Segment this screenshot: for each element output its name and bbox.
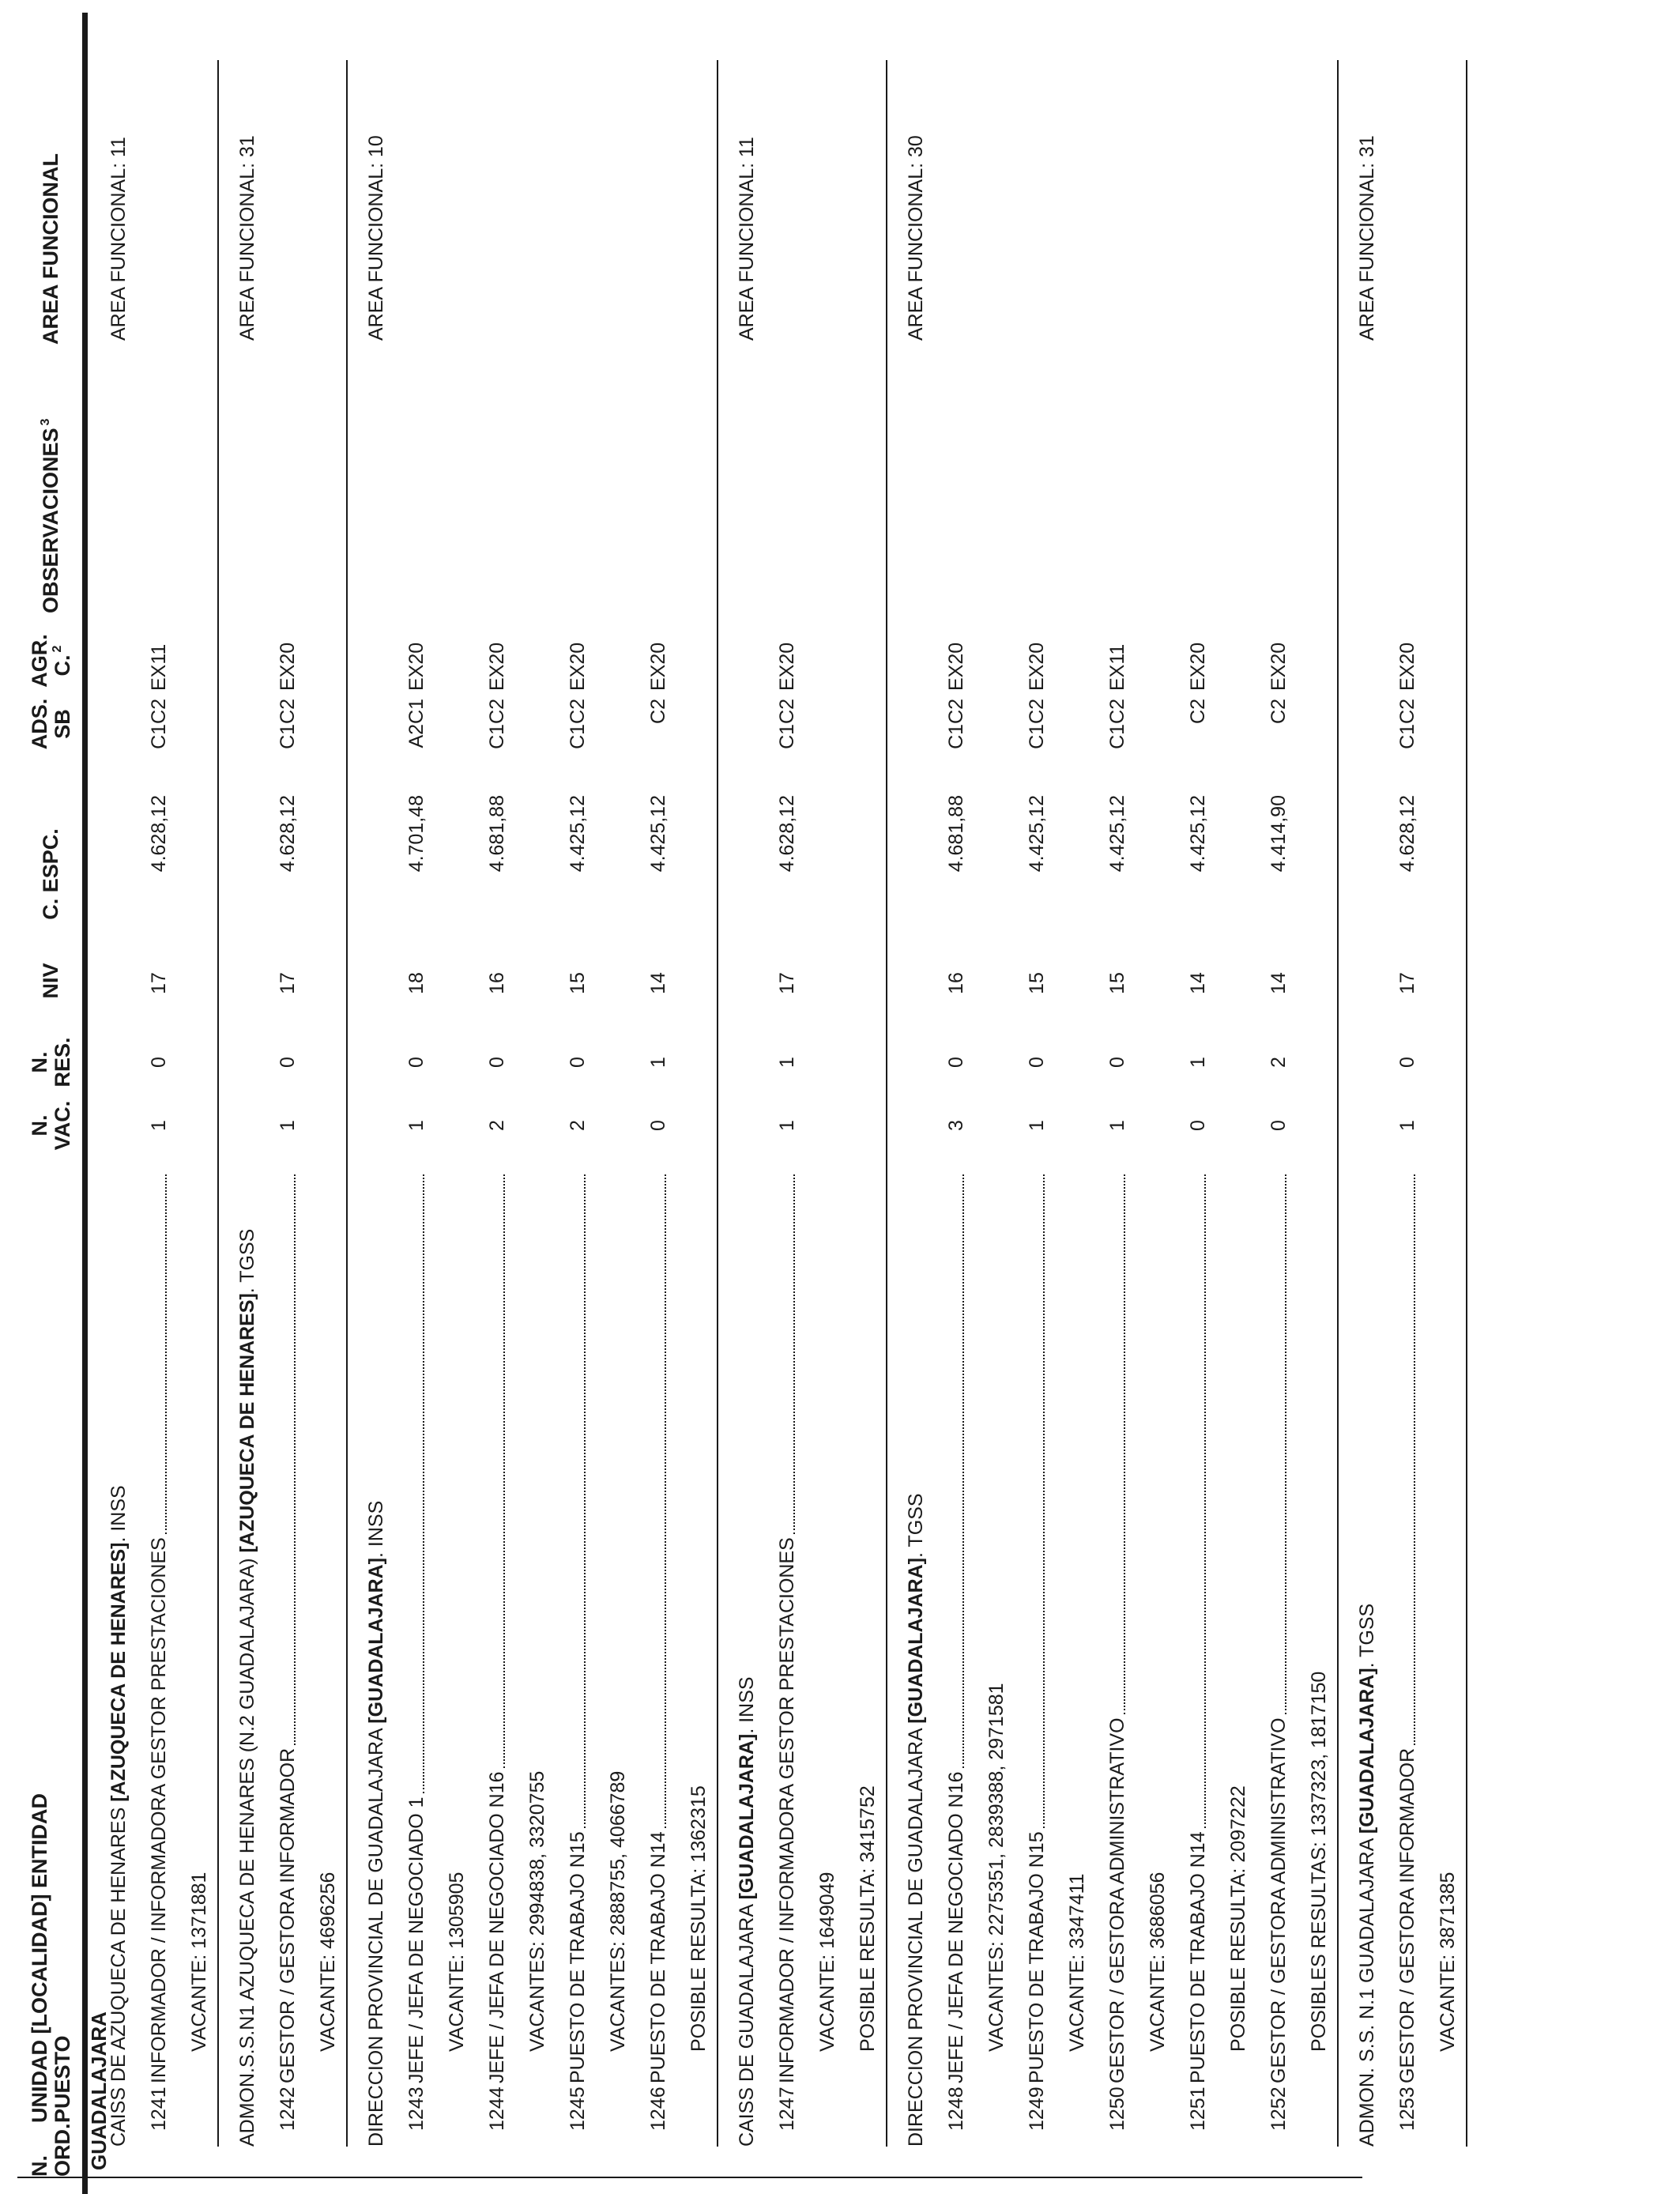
- unit-row: [903, 0, 929, 2194]
- post-vac: 3: [945, 1120, 967, 1131]
- post-cespc: 4.628,12: [277, 795, 299, 873]
- post-cespc: 4.425,12: [567, 795, 589, 873]
- post-name: INFORMADOR / INFORMADORA GESTOR PRESTACIONES: [776, 1537, 798, 2083]
- post-name: JEFE / JEFA DE NEGOCIADO N16: [945, 1771, 967, 2083]
- unit-entity: . TGSS: [1356, 1603, 1378, 1668]
- unit-location: [GUADALAJARA]: [365, 1557, 387, 1724]
- unit-separator-rule: [217, 60, 219, 2147]
- post-niv: 18: [405, 972, 428, 994]
- post-cespc: 4.701,48: [405, 795, 428, 873]
- vacancy-row: [815, 0, 841, 2194]
- dot-leader: [584, 1174, 586, 1828]
- vacancy-codes: VACANTES: 2888755, 4066789: [607, 1770, 629, 2052]
- post-ads: C1C2: [1026, 699, 1048, 749]
- post-res: 1: [647, 1057, 669, 1068]
- dot-leader: [1204, 1174, 1206, 1828]
- dot-leader: [294, 1174, 296, 1745]
- post-vac: 1: [1106, 1120, 1128, 1131]
- unit-location: [GUADALAJARA]: [736, 1733, 758, 1900]
- unit-entity: . INSS: [736, 1676, 758, 1734]
- post-vac: 2: [486, 1120, 508, 1131]
- header-ads-line1: ADS.: [28, 698, 51, 750]
- area-funcional: AREA FUNCIONAL: 11: [736, 137, 758, 341]
- unit-location: [GUADALAJARA]: [1356, 1668, 1378, 1834]
- post-niv: 15: [1026, 972, 1048, 994]
- post-cespc: 4.425,12: [1106, 795, 1128, 873]
- table-row: [1266, 0, 1292, 2194]
- post-res: 0: [405, 1057, 428, 1068]
- post-niv: 14: [1187, 972, 1209, 994]
- post-cespc: 4.628,12: [148, 795, 170, 873]
- unit-row: [235, 0, 261, 2194]
- post-ads: C1C2: [1106, 699, 1128, 749]
- vacancy-row: [1064, 0, 1090, 2194]
- post-ads: C1C2: [776, 699, 798, 749]
- post-agr: EX20: [486, 642, 508, 691]
- unit-name-prefix: ADMON.S.S.N1 AZUQUECA DE HENARES (N.2 GUADALAJARA): [236, 1552, 258, 2147]
- vacancy-codes: VACANTE: 3871385: [1437, 1872, 1459, 2052]
- table-row: [484, 0, 510, 2194]
- province-title: GUADALAJARA: [87, 2011, 111, 2170]
- post-agr: EX20: [647, 642, 669, 691]
- post-niv: 17: [277, 972, 299, 994]
- post-ord: 1253: [1396, 2087, 1418, 2131]
- unit-separator-rule: [717, 60, 718, 2147]
- dot-leader: [962, 1174, 964, 1768]
- post-name: PUESTO DE TRABAJO N15: [1026, 1831, 1048, 2083]
- post-vac: 1: [1026, 1120, 1048, 1131]
- header-vac: [28, 1094, 74, 1157]
- post-res: 1: [1187, 1057, 1209, 1068]
- vacancy-row: [1226, 0, 1252, 2194]
- dot-leader: [503, 1174, 505, 1768]
- table-row: [1024, 0, 1050, 2194]
- area-funcional: AREA FUNCIONAL: 11: [107, 137, 130, 341]
- post-agr: EX20: [1396, 642, 1418, 691]
- vacancy-row: [984, 0, 1010, 2194]
- post-niv: 17: [148, 972, 170, 994]
- post-cespc: 4.414,90: [1268, 795, 1290, 873]
- post-vac: 0: [647, 1120, 669, 1131]
- unit-separator-rule: [886, 60, 887, 2147]
- post-res: 1: [776, 1057, 798, 1068]
- table-row: [404, 0, 430, 2194]
- header-res: [28, 1031, 74, 1094]
- post-name: JEFE / JEFA DE NEGOCIADO 1: [405, 1796, 428, 2083]
- unit-name: [734, 1676, 760, 2147]
- unit-name: [903, 1493, 929, 2147]
- header-agr-line1: AGR.: [28, 634, 51, 688]
- post-agr: EX11: [148, 643, 170, 691]
- vacancy-codes: VACANTE: 1371881: [188, 1872, 210, 2052]
- vacancy-row: [686, 0, 712, 2194]
- post-niv: 14: [647, 972, 669, 994]
- post-agr: EX20: [1268, 642, 1290, 691]
- header-ads: [28, 692, 74, 756]
- post-ads: C1C2: [148, 699, 170, 749]
- post-ord: 1244: [486, 2087, 508, 2131]
- unit-entity: . TGSS: [236, 1228, 258, 1294]
- unit-row: [363, 0, 390, 2194]
- post-agr: EX20: [945, 642, 967, 691]
- header-agr-line2: [51, 629, 77, 692]
- vacancy-row: [1435, 0, 1461, 2194]
- unit-separator-rule: [346, 60, 348, 2147]
- area-funcional: AREA FUNCIONAL: 31: [1356, 135, 1378, 341]
- unit-location: [AZUQUECA DE HENARES]: [236, 1293, 258, 1553]
- unit-row: [734, 0, 760, 2194]
- post-vac: 1: [405, 1120, 428, 1131]
- unit-name-prefix: CAISS DE AZUQUECA DE HENARES: [107, 1801, 130, 2147]
- header-vac-line1: N.: [28, 1114, 51, 1137]
- post-name: GESTOR / GESTORA INFORMADOR: [1396, 1747, 1418, 2083]
- post-ord: 1248: [945, 2087, 967, 2131]
- post-cespc: 4.628,12: [776, 795, 798, 873]
- header-area: AREA FUNCIONAL: [39, 153, 62, 345]
- dot-leader: [1414, 1174, 1415, 1745]
- post-res: 0: [148, 1057, 170, 1068]
- unit-location: [GUADALAJARA]: [905, 1557, 927, 1724]
- vacancy-codes: VACANTE: 4696256: [317, 1872, 339, 2052]
- header-res-line2: RES.: [51, 1037, 74, 1088]
- post-ads: C1C2: [277, 699, 299, 749]
- post-ads: C1C2: [486, 699, 508, 749]
- dot-leader: [1124, 1174, 1125, 1714]
- post-agr: EX11: [1106, 643, 1128, 691]
- post-name: GESTOR / GESTORA ADMINISTRATIVO: [1106, 1717, 1128, 2083]
- post-niv: 16: [486, 972, 508, 994]
- unit-name: [106, 1485, 132, 2147]
- post-name: PUESTO DE TRABAJO N14: [1187, 1831, 1209, 2083]
- post-vac: 2: [567, 1120, 589, 1131]
- unit-name: [1354, 1604, 1381, 2147]
- vacancy-codes: VACANTES: 2994838, 3320755: [526, 1770, 548, 2052]
- post-niv: 16: [945, 972, 967, 994]
- unit-name-prefix: DIRECCION PROVINCIAL DE GUADALAJARA: [905, 1723, 927, 2147]
- post-cespc: 4.681,88: [486, 795, 508, 873]
- post-ads: C1C2: [567, 699, 589, 749]
- vacancy-row: [186, 0, 213, 2194]
- post-res: 0: [1106, 1057, 1128, 1068]
- area-funcional: AREA FUNCIONAL: 30: [905, 135, 927, 341]
- post-ads: C2: [1187, 699, 1209, 724]
- post-ord: 1246: [647, 2087, 669, 2131]
- post-ads: C1C2: [1396, 699, 1418, 749]
- post-res: 0: [277, 1057, 299, 1068]
- post-ord: 1241: [148, 2087, 170, 2131]
- header-agr: [28, 629, 77, 692]
- table-row: [1185, 0, 1211, 2194]
- unit-row: [1354, 0, 1381, 2194]
- post-name: GESTOR / GESTORA ADMINISTRATIVO: [1268, 1717, 1290, 2083]
- vacancy-codes: VACANTES: 2275351, 2839388, 2971581: [985, 1683, 1008, 2052]
- unit-name-prefix: CAISS DE GUADALAJARA: [736, 1899, 758, 2147]
- post-cespc: 4.425,12: [647, 795, 669, 873]
- dot-leader: [165, 1174, 167, 1534]
- post-vac: 1: [1396, 1120, 1418, 1131]
- post-agr: EX20: [1026, 642, 1048, 691]
- vacancy-row: [855, 0, 881, 2194]
- post-agr: EX20: [1187, 642, 1209, 691]
- table-row: [1395, 0, 1421, 2194]
- post-vac: 0: [1187, 1120, 1209, 1131]
- post-agr: EX20: [405, 642, 428, 691]
- post-ads: C2: [1268, 699, 1290, 724]
- post-niv: 14: [1268, 972, 1290, 994]
- post-niv: 17: [1396, 972, 1418, 994]
- post-agr: EX20: [567, 642, 589, 691]
- post-name: JEFE / JEFA DE NEGOCIADO N16: [486, 1771, 508, 2083]
- post-cespc: 4.425,12: [1026, 795, 1048, 873]
- unit-separator-rule: [1466, 60, 1467, 2147]
- dot-leader: [665, 1174, 666, 1828]
- vacancy-row: [315, 0, 341, 2194]
- post-res: 0: [945, 1057, 967, 1068]
- header-unit: [28, 1793, 74, 2123]
- unit-name-prefix: ADMON. S.S. N.1 GUADALAJARA: [1356, 1834, 1378, 2147]
- table-row: [646, 0, 672, 2194]
- header-ads-line2: SB: [51, 709, 74, 739]
- unit-entity: . INSS: [107, 1485, 130, 1543]
- post-niv: 15: [567, 972, 589, 994]
- vacancy-row: [605, 0, 631, 2194]
- area-funcional: AREA FUNCIONAL: 10: [365, 135, 387, 341]
- post-ord: 1247: [776, 2087, 798, 2131]
- table-row: [944, 0, 970, 2194]
- vacancy-codes: POSIBLE RESULTA: 2097222: [1227, 1785, 1249, 2052]
- post-cespc: 4.425,12: [1187, 795, 1209, 873]
- header-res-line1: N.: [28, 1051, 51, 1073]
- vacancy-codes: VACANTE: 1649049: [816, 1872, 838, 2052]
- dot-leader: [793, 1174, 795, 1534]
- post-res: 0: [567, 1057, 589, 1068]
- post-name: INFORMADOR / INFORMADORA GESTOR PRESTACIONES: [148, 1537, 170, 2083]
- table-row: [275, 0, 301, 2194]
- table-row: [146, 0, 172, 2194]
- vacancy-codes: VACANTE: 3347411: [1066, 1873, 1088, 2052]
- unit-name: [235, 1229, 261, 2147]
- post-res: 0: [486, 1057, 508, 1068]
- header-ord-line1: N.: [28, 2155, 51, 2177]
- header-ord-line2: ORD.: [51, 2123, 74, 2177]
- unit-name: [363, 1501, 390, 2147]
- header-niv: NIV: [39, 963, 62, 999]
- post-ord: 1250: [1106, 2087, 1128, 2131]
- post-name: GESTOR / GESTORA INFORMADOR: [277, 1747, 299, 2083]
- header-obs: [40, 419, 66, 613]
- post-cespc: 4.681,88: [945, 795, 967, 873]
- post-ads: A2C1: [405, 699, 428, 748]
- header-cespc: C. ESPC.: [39, 828, 62, 920]
- header-unit-line2: PUESTO: [51, 2035, 74, 2123]
- post-niv: 17: [776, 972, 798, 994]
- post-agr: EX20: [277, 642, 299, 691]
- header-obs-footnote: 3: [39, 418, 52, 426]
- post-vac: 0: [1268, 1120, 1290, 1131]
- vacancy-codes: POSIBLE RESULTA: 1362315: [687, 1785, 710, 2052]
- post-cespc: 4.628,12: [1396, 795, 1418, 873]
- post-vac: 1: [277, 1120, 299, 1131]
- post-ord: 1249: [1026, 2087, 1048, 2131]
- table-row: [565, 0, 591, 2194]
- unit-location: [AZUQUECA DE HENARES]: [107, 1542, 130, 1802]
- post-ord: 1251: [1187, 2087, 1209, 2131]
- post-vac: 1: [776, 1120, 798, 1131]
- vacancy-row: [1145, 0, 1171, 2194]
- unit-entity: . TGSS: [905, 1493, 927, 1558]
- post-res: 0: [1396, 1057, 1418, 1068]
- table-row: [774, 0, 800, 2194]
- unit-name-prefix: DIRECCION PROVINCIAL DE GUADALAJARA: [365, 1723, 387, 2147]
- area-funcional: AREA FUNCIONAL: 31: [236, 135, 258, 341]
- post-ord: 1252: [1268, 2087, 1290, 2131]
- table-row: [1105, 0, 1131, 2194]
- vacancy-row: [444, 0, 470, 2194]
- post-name: PUESTO DE TRABAJO N14: [647, 1831, 669, 2083]
- header-agr-footnote: 2: [51, 645, 64, 653]
- vacancy-codes: VACANTE: 3686056: [1147, 1872, 1169, 2052]
- unit-separator-rule: [1337, 60, 1339, 2147]
- dot-leader: [1043, 1174, 1045, 1828]
- unit-entity: . INSS: [365, 1500, 387, 1558]
- vacancy-codes: POSIBLES RESULTAS: 1337323, 1817150: [1308, 1671, 1330, 2052]
- post-ord: 1243: [405, 2087, 428, 2131]
- post-niv: 15: [1106, 972, 1128, 994]
- post-name: PUESTO DE TRABAJO N15: [567, 1831, 589, 2083]
- header-ord: [28, 2124, 74, 2177]
- post-res: 2: [1268, 1057, 1290, 1068]
- vacancy-codes: VACANTE: 1305905: [446, 1872, 468, 2052]
- dot-leader: [1285, 1174, 1286, 1714]
- vacancy-row: [1306, 0, 1332, 2194]
- post-ads: C1C2: [945, 699, 967, 749]
- header-vac-line2: VAC.: [51, 1100, 74, 1151]
- post-vac: 1: [148, 1120, 170, 1131]
- post-res: 0: [1026, 1057, 1048, 1068]
- vacancy-codes: POSIBLE RESULTA: 3415752: [857, 1785, 879, 2052]
- header-obs-text: OBSERVACIONES: [39, 428, 62, 613]
- post-agr: EX20: [776, 642, 798, 691]
- post-ads: C2: [647, 699, 669, 724]
- post-ord: 1242: [277, 2087, 299, 2131]
- unit-row: [106, 0, 132, 2194]
- dot-leader: [423, 1174, 424, 1793]
- header-unit-line1: UNIDAD [LOCALIDAD] ENTIDAD: [28, 1793, 51, 2123]
- vacancy-row: [525, 0, 551, 2194]
- header-agr-text: C.: [51, 654, 74, 677]
- post-ord: 1245: [567, 2087, 589, 2131]
- header-bottom-rule: [82, 13, 88, 2194]
